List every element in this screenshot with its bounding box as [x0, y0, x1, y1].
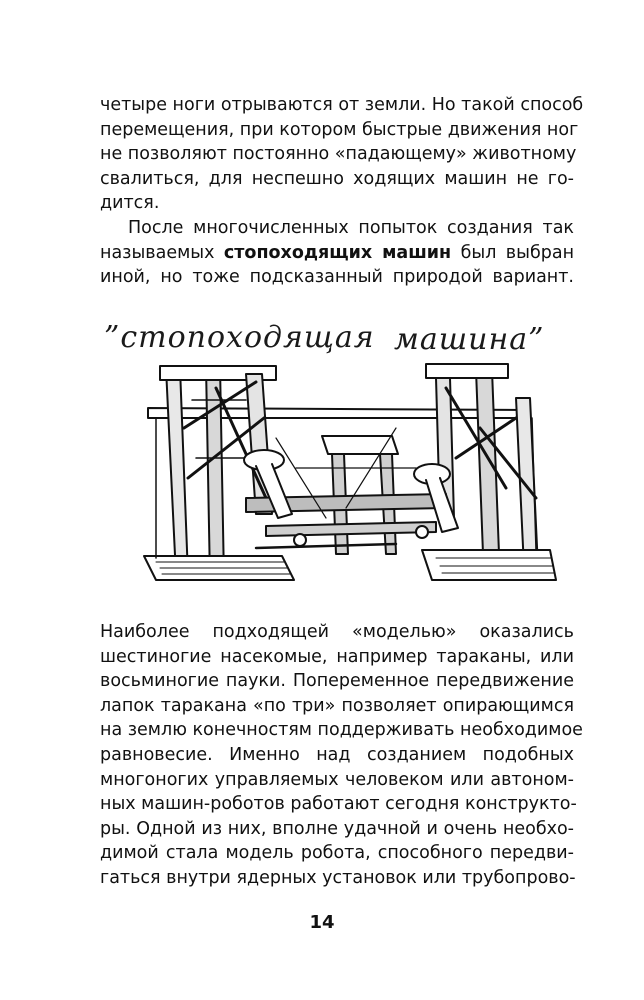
caption-word-1: ”стопоходящая	[104, 320, 375, 355]
text-line: четыре ноги отрываются от земли. Но такой способ	[100, 95, 584, 115]
text-fragment: называемых	[100, 242, 224, 263]
text-line: После многочисленных попыток создания так	[128, 217, 574, 238]
text-line: дится.	[100, 193, 160, 214]
text-line: на землю конечностям поддерживать необходимое	[100, 720, 583, 741]
text-line: шестиногие насекомые, например тараканы, или	[100, 646, 574, 667]
text-line: лапок таракана «по три» позволяет опирающимся	[100, 695, 574, 716]
text-line: восьминогие пауки. Попеременное передвижение	[100, 671, 574, 692]
page-number: 14	[309, 912, 335, 933]
text-block-bottom	[100, 620, 583, 891]
text-line: равновесие. Именно над созданием подобных	[100, 744, 574, 765]
text-line: димой стала модель робота, способного передви-	[100, 843, 574, 864]
text-line: перемещения, при котором быстрые движения ног	[100, 119, 579, 140]
caption-word-2: машина”	[394, 322, 545, 357]
text-line: свалиться, для неспешно ходящих машин не го-	[100, 168, 574, 189]
text-line: ных машин-роботов работают сегодня конструкто-	[100, 794, 577, 815]
walking-machine-illustration	[96, 318, 582, 610]
text-line: гаться внутри ядерных установок или трубопрово-	[100, 867, 576, 888]
text-line: иной, но тоже подсказанный природой вариант.	[100, 267, 574, 288]
text-fragment: был выбран	[451, 242, 575, 263]
text-block-top	[100, 93, 584, 290]
text-line: не позволяют постоянно «падающему» животному	[100, 144, 577, 165]
text-line: многоногих управляемых человеком или автоном-	[100, 769, 574, 790]
text-line: ры. Одной из них, вполне удачной и очень необхо-	[100, 818, 574, 839]
bold-term: стопоходящих машин	[223, 242, 452, 263]
text-line: Наиболее подходящей «моделью» оказались	[100, 622, 574, 642]
text-line-with-bold	[100, 241, 574, 266]
